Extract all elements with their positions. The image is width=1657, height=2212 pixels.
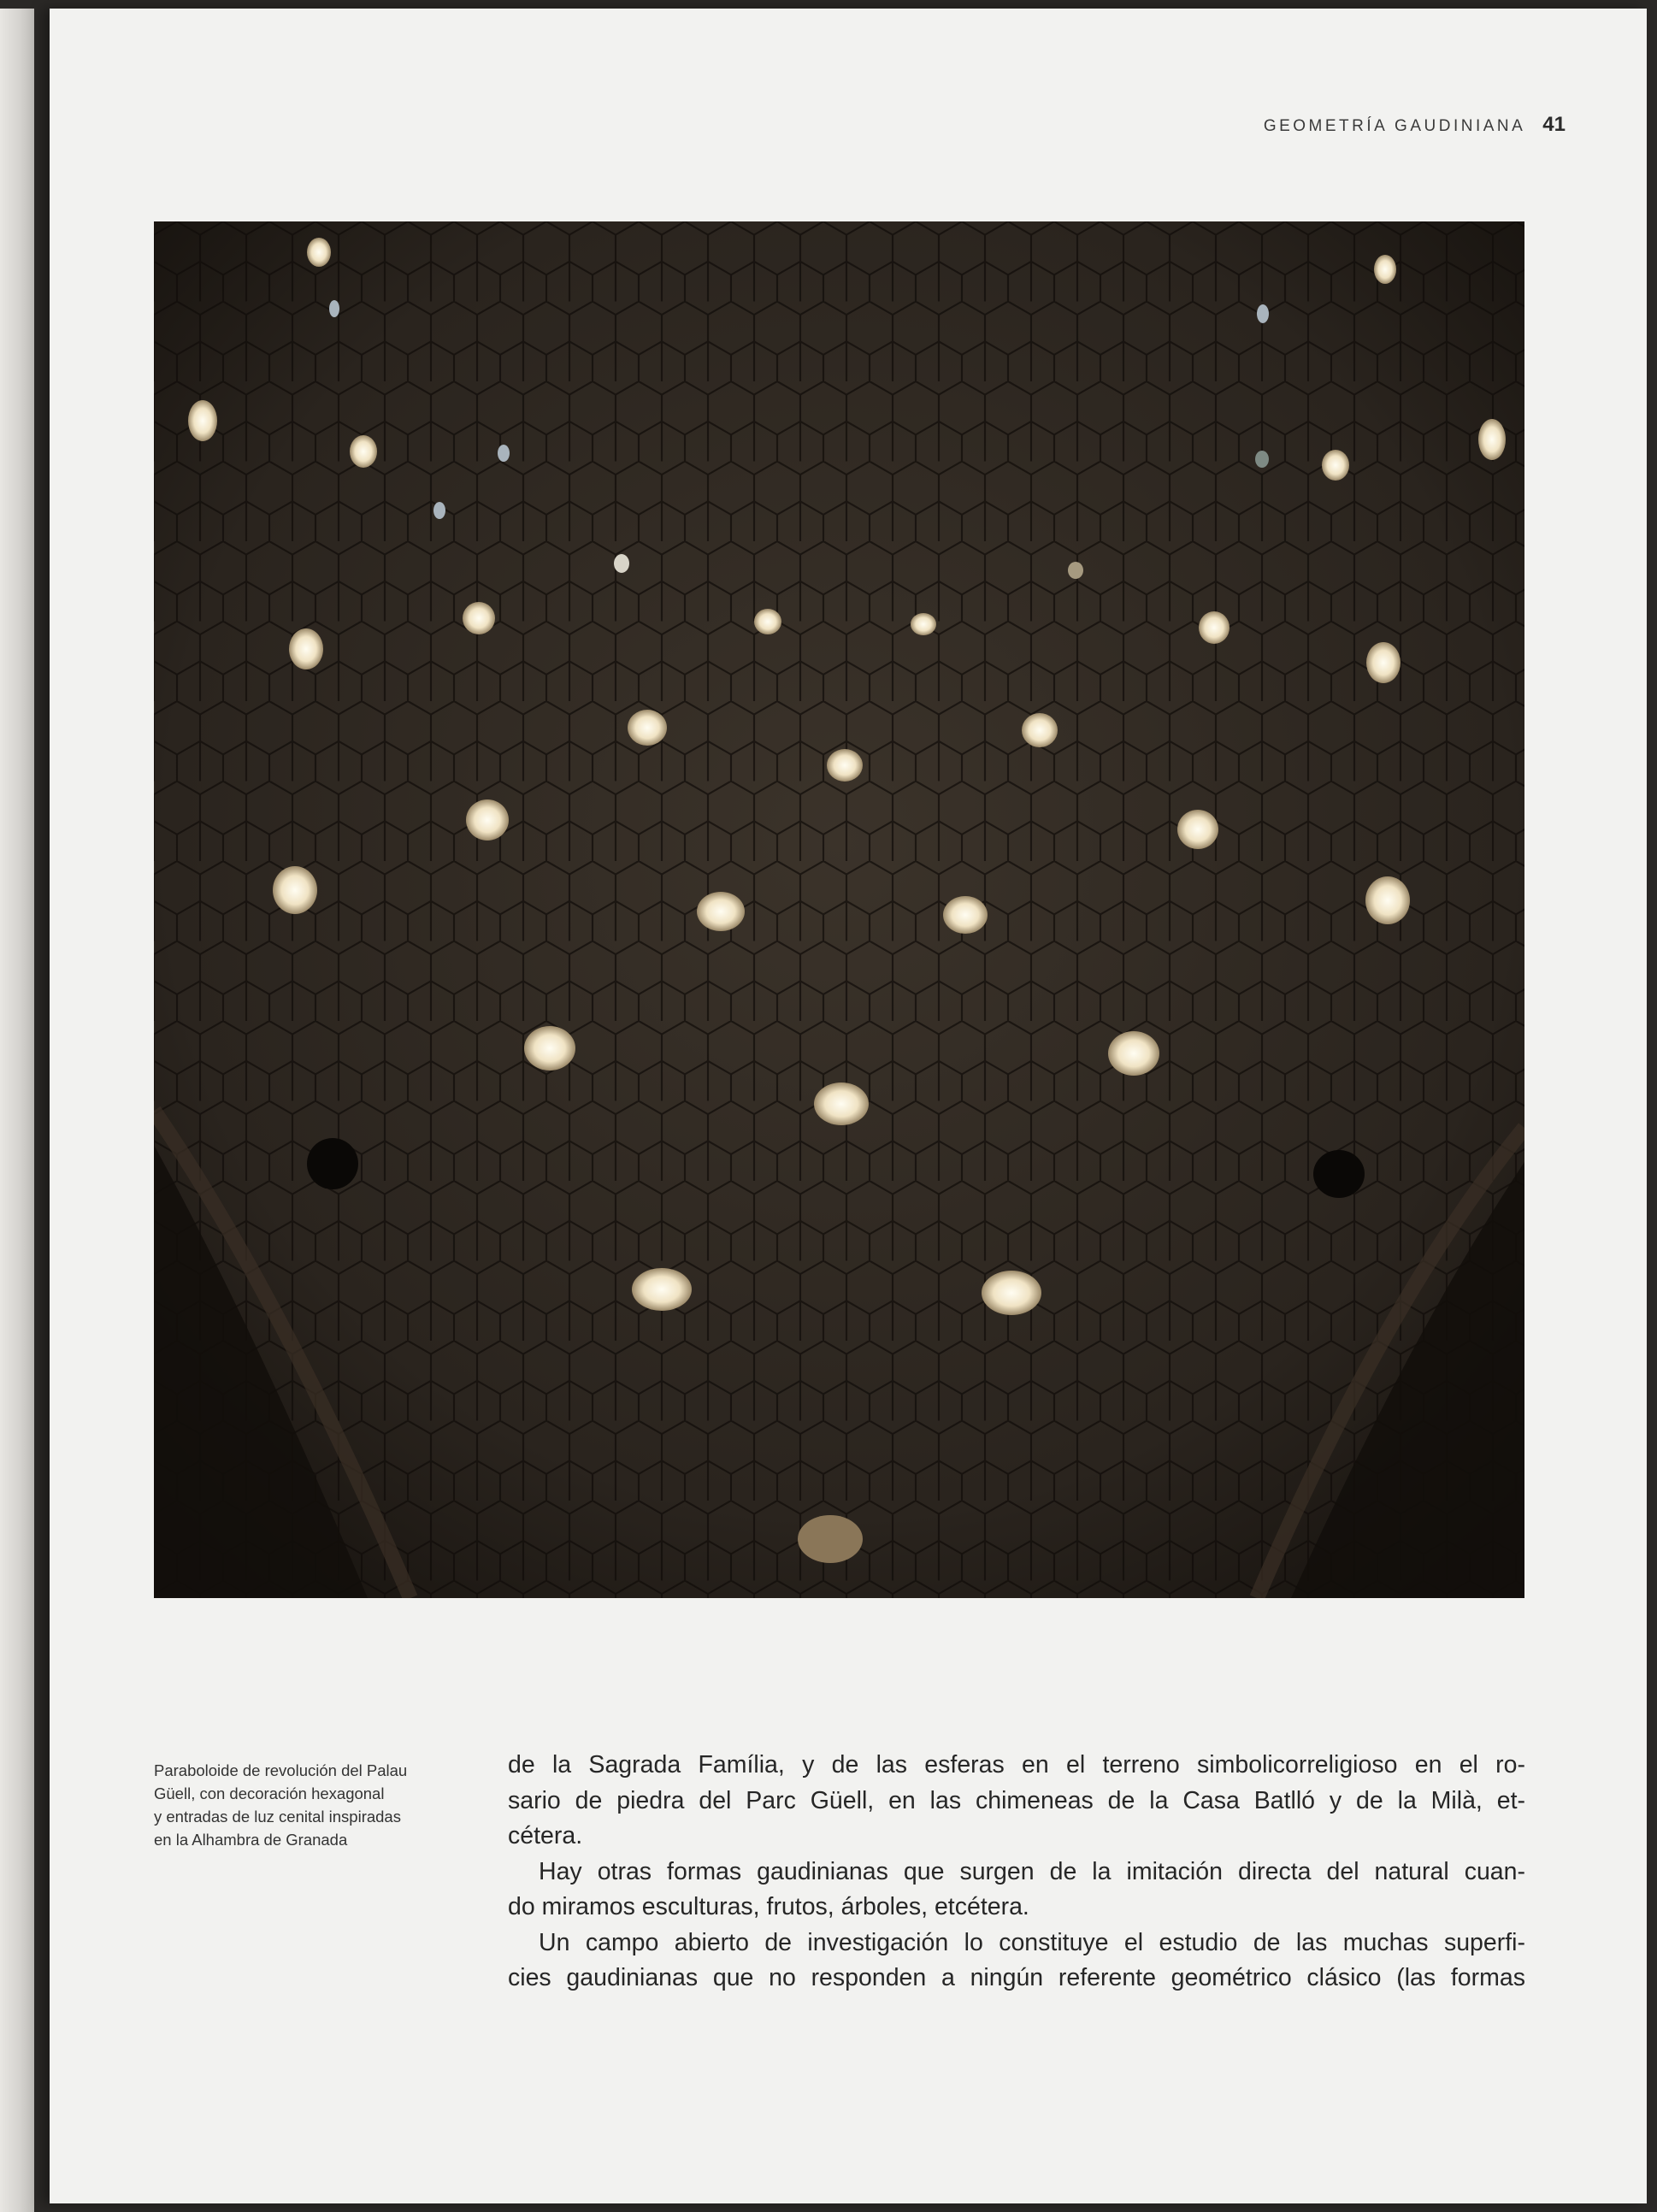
body-line: sario de piedra del Parc Güell, en las chimeneas de la Casa Batlló y de la Milà, et- [508, 1786, 1525, 1814]
body-line: Un campo abierto de investigación lo constituye el estudio de las muchas superfi- [539, 1928, 1525, 1956]
body-line: Hay otras formas gaudinianas que surgen de la imitación directa del natural cuan- [539, 1857, 1525, 1885]
body-line: cétera. [508, 1822, 583, 1849]
body-line: de la Sagrada Família, y de las esferas en el terreno simbolicorreligioso en el ro- [508, 1751, 1525, 1778]
book-page [50, 9, 1647, 2203]
figure-caption [154, 1759, 462, 1851]
caption-line: en la Alhambra de Granada [154, 1831, 348, 1849]
caption-line: Güell, con decoración hexagonal [154, 1784, 385, 1802]
caption-line: y entradas de luz cenital inspiradas [154, 1808, 401, 1826]
page-number: 41 [1542, 113, 1566, 136]
dome-photograph [154, 221, 1524, 1598]
page-header [1264, 113, 1566, 137]
caption-line: Paraboloide de revolución del Palau [154, 1761, 408, 1779]
running-title: GEOMETRÍA GAUDINIANA [1263, 117, 1526, 135]
body-line: cies gaudinianas que no responden a ningún referente geométrico clásico (las formas [508, 1964, 1525, 1991]
facing-page-edge [0, 9, 34, 2212]
dome-photograph-drawing [154, 221, 1524, 1598]
body-text [508, 1748, 1525, 1997]
body-line: do miramos esculturas, frutos, árboles, etcétera. [508, 1893, 1029, 1920]
